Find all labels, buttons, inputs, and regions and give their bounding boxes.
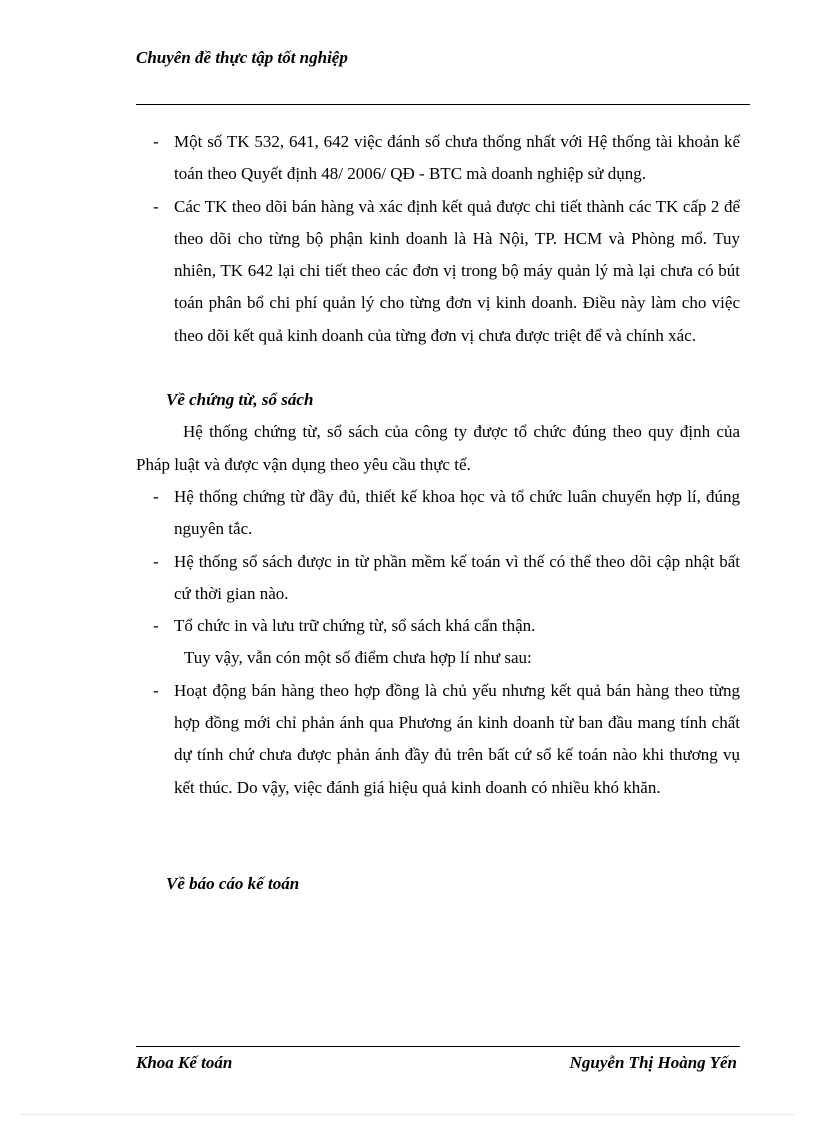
bullet-text: Các TK theo dõi bán hàng và xác định kết quả được chi tiết thành các TK cấp 2 để theo dõi cho từng bộ phận kinh doanh là Hà Nội, TP. HCM và Phòng mổ. Tuy nhiên, TK 642 lại chi tiết theo các đơn vị trong bộ máy quản lý mà lại chưa có bút toán phân bổ chi phí quản lý cho từng đơn vị kinh doanh. Điều này làm cho việc theo dõi kết quả kinh doanh của từng đơn vị chưa được triệt để và chính xác. xyxy=(174,196,740,345)
bullet-item xyxy=(136,481,740,546)
bullet-item xyxy=(136,610,740,642)
header-divider xyxy=(136,104,750,105)
bullet-text: Một số TK 532, 641, 642 việc đánh số chưa thống nhất với Hệ thống tài khoản kế toán theo Quyết định 48/ 2006/ QĐ - BTC mà doanh nghiệp sử dụng. xyxy=(174,132,740,184)
footer-author: Nguyễn Thị Hoàng Yến xyxy=(569,1053,737,1072)
bullet-text: Hệ thống sổ sách được in từ phần mềm kế toán vì thế có thể theo dõi cập nhật bất cứ thời gian nào. xyxy=(174,551,740,603)
page-header-title: Chuyên đề thực tập tốt nghiệp xyxy=(136,48,348,67)
bullet-text: Tổ chức in và lưu trữ chứng từ, sổ sách khá cẩn thận. xyxy=(174,616,536,636)
bullet-text: Hệ thống chứng từ đầy đủ, thiết kế khoa học và tổ chức luân chuyển hợp lí, đúng nguyên tắc. xyxy=(174,486,740,539)
bullet-item xyxy=(136,675,740,804)
footer-department: Khoa Kế toán xyxy=(136,1053,233,1072)
section-heading-reports: Về báo cáo kế toán xyxy=(166,873,300,893)
document-body xyxy=(136,126,740,900)
section-paragraph: Hệ thống chứng từ, sổ sách của công ty được tổ chức đúng theo quy định của Pháp luật và được vận dụng theo yêu cầu thực tế. xyxy=(136,422,740,474)
bullet-dash: - xyxy=(153,196,159,216)
section-heading-documents: Về chứng từ, sổ sách xyxy=(166,390,314,410)
bullet-dash: - xyxy=(153,132,159,151)
transition-line: Tuy vậy, vẫn cón một số điểm chưa hợp lí như sau: xyxy=(184,648,532,668)
bullet-item xyxy=(136,191,740,352)
bullet-dash: - xyxy=(153,616,159,636)
page-bottom-border xyxy=(20,1114,796,1115)
bullet-dash: - xyxy=(153,486,159,506)
spacer xyxy=(136,804,740,868)
spacer xyxy=(136,352,740,384)
bullet-item xyxy=(136,546,740,611)
bullet-item xyxy=(136,126,740,191)
bullet-text: Hoạt động bán hàng theo hợp đồng là chủ yếu nhưng kết quả bán hàng theo từng hợp đồng mới chỉ phản ánh qua Phương án kinh doanh từ ban đầu mang tính chất dự tính chứ chưa được phản ánh đầy đủ trên bất cứ sổ kế toán nào khi thương vụ kết thúc. Do vậy, việc đánh giá hiệu quả kinh doanh có nhiều khó khăn. xyxy=(174,680,740,797)
bullet-dash: - xyxy=(153,551,159,571)
footer-divider xyxy=(136,1046,740,1047)
bullet-dash: - xyxy=(153,680,159,700)
